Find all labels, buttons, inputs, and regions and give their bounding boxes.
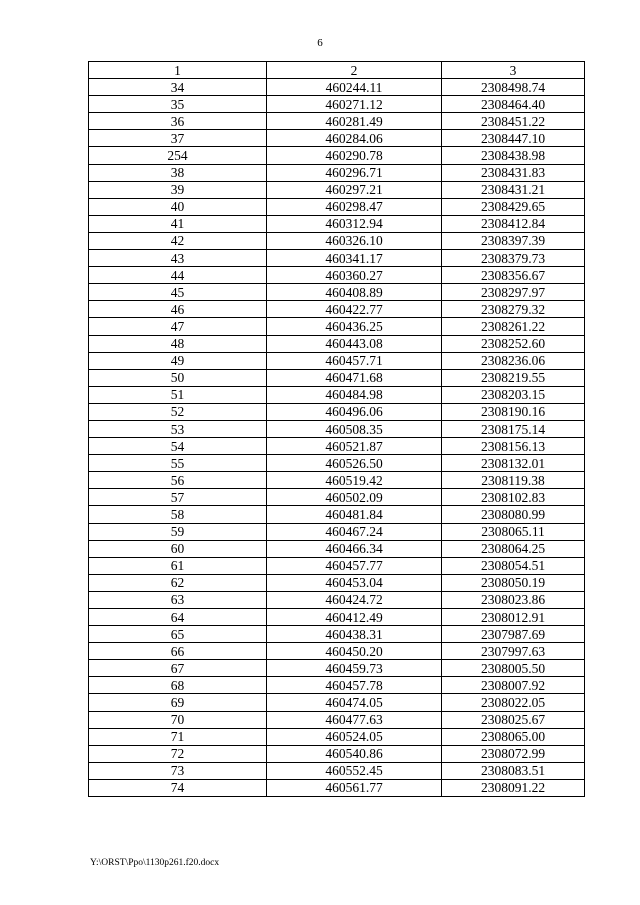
table-row — [89, 215, 585, 232]
y-coordinate-cell: 2308065.11 — [442, 523, 585, 540]
table-row — [89, 728, 585, 745]
point-number-cell: 54 — [89, 438, 267, 455]
point-number-cell: 67 — [89, 660, 267, 677]
point-number-cell: 63 — [89, 591, 267, 608]
x-coordinate-cell: 460471.68 — [267, 369, 442, 386]
y-coordinate-cell: 2308431.83 — [442, 164, 585, 181]
table-row — [89, 420, 585, 437]
table-row — [89, 284, 585, 301]
table-row — [89, 96, 585, 113]
table-row — [89, 79, 585, 96]
y-coordinate-cell: 2308397.39 — [442, 232, 585, 249]
x-coordinate-cell: 460526.50 — [267, 455, 442, 472]
table-row — [89, 352, 585, 369]
table-row — [89, 557, 585, 574]
table-row — [89, 113, 585, 130]
y-coordinate-cell: 2308190.16 — [442, 403, 585, 420]
y-coordinate-cell: 2308132.01 — [442, 455, 585, 472]
x-coordinate-cell: 460457.71 — [267, 352, 442, 369]
x-coordinate-cell: 460459.73 — [267, 660, 442, 677]
y-coordinate-cell: 2308083.51 — [442, 762, 585, 779]
point-number-cell: 71 — [89, 728, 267, 745]
x-coordinate-cell: 460474.05 — [267, 694, 442, 711]
x-coordinate-cell: 460438.31 — [267, 626, 442, 643]
point-number-cell: 68 — [89, 677, 267, 694]
x-coordinate-cell: 460296.71 — [267, 164, 442, 181]
point-number-cell: 39 — [89, 181, 267, 198]
y-coordinate-cell: 2308279.32 — [442, 301, 585, 318]
table-row — [89, 472, 585, 489]
point-number-cell: 70 — [89, 711, 267, 728]
x-coordinate-cell: 460412.49 — [267, 609, 442, 626]
y-coordinate-cell: 2308156.13 — [442, 438, 585, 455]
y-coordinate-cell: 2308022.05 — [442, 694, 585, 711]
y-coordinate-cell: 2308065.00 — [442, 728, 585, 745]
x-coordinate-cell: 460561.77 — [267, 779, 442, 796]
table-row — [89, 609, 585, 626]
y-coordinate-cell: 2308429.65 — [442, 198, 585, 215]
x-coordinate-cell: 460436.25 — [267, 318, 442, 335]
x-coordinate-cell: 460524.05 — [267, 728, 442, 745]
y-coordinate-cell: 2308379.73 — [442, 250, 585, 267]
x-coordinate-cell: 460298.47 — [267, 198, 442, 215]
point-number-cell: 45 — [89, 284, 267, 301]
x-coordinate-cell: 460271.12 — [267, 96, 442, 113]
y-coordinate-cell: 2308447.10 — [442, 130, 585, 147]
x-coordinate-cell: 460521.87 — [267, 438, 442, 455]
point-number-cell: 61 — [89, 557, 267, 574]
x-coordinate-cell: 460453.04 — [267, 574, 442, 591]
point-number-cell: 36 — [89, 113, 267, 130]
point-number-cell: 51 — [89, 386, 267, 403]
y-coordinate-cell: 2308012.91 — [442, 609, 585, 626]
point-number-cell: 38 — [89, 164, 267, 181]
point-number-cell: 57 — [89, 489, 267, 506]
y-coordinate-cell: 2308297.97 — [442, 284, 585, 301]
point-number-cell: 73 — [89, 762, 267, 779]
table-row — [89, 626, 585, 643]
table-row — [89, 130, 585, 147]
x-coordinate-cell: 460484.98 — [267, 386, 442, 403]
point-number-cell: 64 — [89, 609, 267, 626]
point-number-cell: 34 — [89, 79, 267, 96]
y-coordinate-cell: 2308498.74 — [442, 79, 585, 96]
y-coordinate-cell: 2308023.86 — [442, 591, 585, 608]
y-coordinate-cell: 2308203.15 — [442, 386, 585, 403]
x-coordinate-cell: 460422.77 — [267, 301, 442, 318]
footer-file-path: Y:\ORST\Ppo\1130p261.f20.docx — [90, 858, 220, 868]
table-row — [89, 267, 585, 284]
table-row — [89, 506, 585, 523]
point-number-cell: 66 — [89, 643, 267, 660]
table-row — [89, 574, 585, 591]
table-row — [89, 403, 585, 420]
table-row — [89, 677, 585, 694]
point-number-cell: 55 — [89, 455, 267, 472]
point-number-cell: 56 — [89, 472, 267, 489]
x-coordinate-cell: 460540.86 — [267, 745, 442, 762]
point-number-cell: 58 — [89, 506, 267, 523]
x-coordinate-cell: 460290.78 — [267, 147, 442, 164]
y-coordinate-cell: 2308438.98 — [442, 147, 585, 164]
x-coordinate-cell: 460467.24 — [267, 523, 442, 540]
y-coordinate-cell: 2308080.99 — [442, 506, 585, 523]
table-row — [89, 318, 585, 335]
y-coordinate-cell: 2308451.22 — [442, 113, 585, 130]
point-number-cell: 50 — [89, 369, 267, 386]
table-row — [89, 745, 585, 762]
y-coordinate-cell: 2308072.99 — [442, 745, 585, 762]
table-row — [89, 711, 585, 728]
table-row — [89, 198, 585, 215]
x-coordinate-cell: 460408.89 — [267, 284, 442, 301]
x-coordinate-cell: 460496.06 — [267, 403, 442, 420]
y-coordinate-cell: 2308054.51 — [442, 557, 585, 574]
column-header-2: 2 — [267, 62, 442, 79]
point-number-cell: 43 — [89, 250, 267, 267]
point-number-cell: 48 — [89, 335, 267, 352]
y-coordinate-cell: 2308175.14 — [442, 420, 585, 437]
table-row — [89, 369, 585, 386]
point-number-cell: 74 — [89, 779, 267, 796]
y-coordinate-cell: 2308050.19 — [442, 574, 585, 591]
point-number-cell: 42 — [89, 232, 267, 249]
point-number-cell: 47 — [89, 318, 267, 335]
x-coordinate-cell: 460457.78 — [267, 677, 442, 694]
table-row — [89, 540, 585, 557]
table-row — [89, 335, 585, 352]
x-coordinate-cell: 460508.35 — [267, 420, 442, 437]
point-number-cell: 254 — [89, 147, 267, 164]
y-coordinate-cell: 2307987.69 — [442, 626, 585, 643]
table-row — [89, 762, 585, 779]
point-number-cell: 40 — [89, 198, 267, 215]
y-coordinate-cell: 2308119.38 — [442, 472, 585, 489]
point-number-cell: 62 — [89, 574, 267, 591]
point-number-cell: 35 — [89, 96, 267, 113]
x-coordinate-cell: 460466.34 — [267, 540, 442, 557]
table-row — [89, 232, 585, 249]
point-number-cell: 49 — [89, 352, 267, 369]
table-row — [89, 181, 585, 198]
x-coordinate-cell: 460284.06 — [267, 130, 442, 147]
table-row — [89, 779, 585, 796]
table-row — [89, 660, 585, 677]
x-coordinate-cell: 460341.17 — [267, 250, 442, 267]
table-row — [89, 455, 585, 472]
y-coordinate-cell: 2308007.92 — [442, 677, 585, 694]
point-number-cell: 52 — [89, 403, 267, 420]
x-coordinate-cell: 460552.45 — [267, 762, 442, 779]
y-coordinate-cell: 2308464.40 — [442, 96, 585, 113]
y-coordinate-cell: 2308261.22 — [442, 318, 585, 335]
column-header-1: 1 — [89, 62, 267, 79]
table-row — [89, 147, 585, 164]
point-number-cell: 59 — [89, 523, 267, 540]
table-row — [89, 164, 585, 181]
y-coordinate-cell: 2308102.83 — [442, 489, 585, 506]
x-coordinate-cell: 460281.49 — [267, 113, 442, 130]
point-number-cell: 44 — [89, 267, 267, 284]
y-coordinate-cell: 2308236.06 — [442, 352, 585, 369]
point-number-cell: 53 — [89, 420, 267, 437]
table-row — [89, 523, 585, 540]
y-coordinate-cell: 2308356.67 — [442, 267, 585, 284]
table-row — [89, 386, 585, 403]
table-row — [89, 694, 585, 711]
table-row — [89, 438, 585, 455]
page-number: 6 — [317, 37, 323, 49]
x-coordinate-cell: 460326.10 — [267, 232, 442, 249]
table-row — [89, 489, 585, 506]
table-row — [89, 643, 585, 660]
point-number-cell: 46 — [89, 301, 267, 318]
x-coordinate-cell: 460450.20 — [267, 643, 442, 660]
point-number-cell: 41 — [89, 215, 267, 232]
x-coordinate-cell: 460244.11 — [267, 79, 442, 96]
x-coordinate-cell: 460424.72 — [267, 591, 442, 608]
y-coordinate-cell: 2308431.21 — [442, 181, 585, 198]
x-coordinate-cell: 460443.08 — [267, 335, 442, 352]
point-number-cell: 37 — [89, 130, 267, 147]
point-number-cell: 60 — [89, 540, 267, 557]
x-coordinate-cell: 460519.42 — [267, 472, 442, 489]
y-coordinate-cell: 2308025.67 — [442, 711, 585, 728]
coordinates-table — [88, 61, 585, 797]
x-coordinate-cell: 460477.63 — [267, 711, 442, 728]
table-body — [89, 79, 585, 797]
y-coordinate-cell: 2308412.84 — [442, 215, 585, 232]
x-coordinate-cell: 460297.21 — [267, 181, 442, 198]
y-coordinate-cell: 2308005.50 — [442, 660, 585, 677]
y-coordinate-cell: 2308091.22 — [442, 779, 585, 796]
x-coordinate-cell: 460457.77 — [267, 557, 442, 574]
table-header-row — [89, 62, 585, 79]
y-coordinate-cell: 2308219.55 — [442, 369, 585, 386]
table-row — [89, 301, 585, 318]
point-number-cell: 65 — [89, 626, 267, 643]
point-number-cell: 72 — [89, 745, 267, 762]
y-coordinate-cell: 2308252.60 — [442, 335, 585, 352]
column-header-3: 3 — [442, 62, 585, 79]
x-coordinate-cell: 460481.84 — [267, 506, 442, 523]
table-row — [89, 250, 585, 267]
y-coordinate-cell: 2307997.63 — [442, 643, 585, 660]
x-coordinate-cell: 460502.09 — [267, 489, 442, 506]
y-coordinate-cell: 2308064.25 — [442, 540, 585, 557]
x-coordinate-cell: 460360.27 — [267, 267, 442, 284]
table-row — [89, 591, 585, 608]
x-coordinate-cell: 460312.94 — [267, 215, 442, 232]
point-number-cell: 69 — [89, 694, 267, 711]
